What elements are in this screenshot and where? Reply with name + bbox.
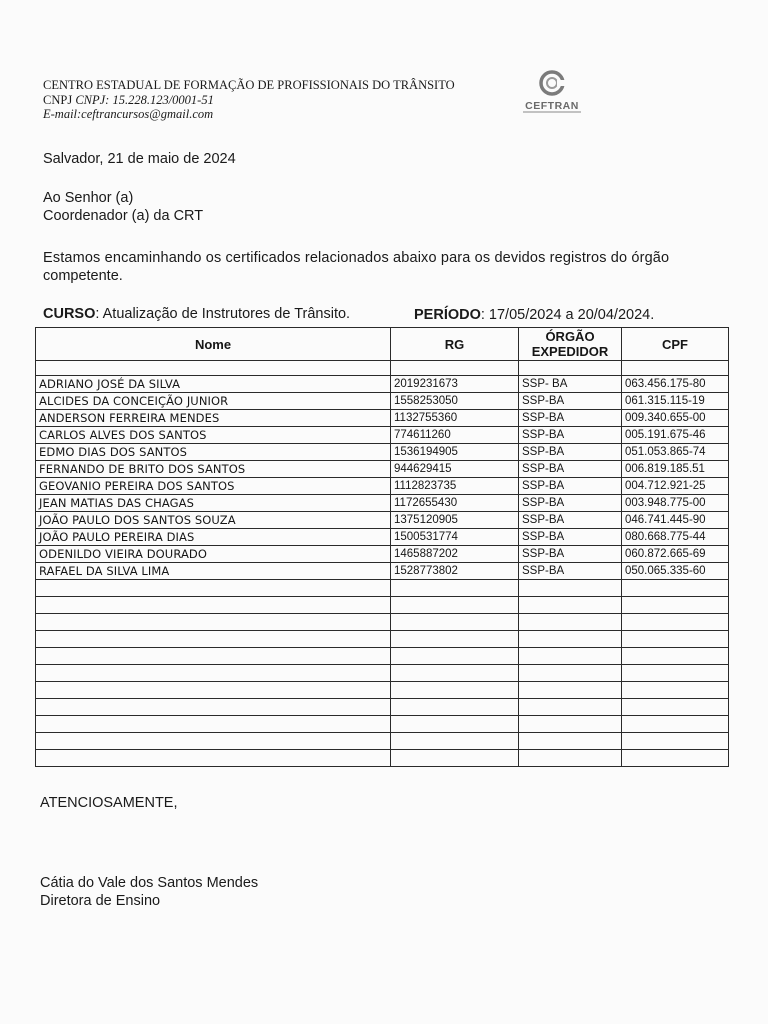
table-row-empty [36,631,729,648]
cell-rg: 1132755360 [391,410,519,427]
cell-name: FERNANDO DE BRITO DOS SANTOS [36,461,391,478]
table-row-empty [36,614,729,631]
cell-empty [36,699,391,716]
cell-empty [622,733,729,750]
cell-org: SSP-BA [519,410,622,427]
table-header-row [36,328,729,361]
letterhead [43,78,455,122]
cell-empty [391,699,519,716]
cell-empty [519,716,622,733]
table-row [36,427,729,444]
cell-name: CARLOS ALVES DOS SANTOS [36,427,391,444]
cell-empty [36,716,391,733]
cell-cpf: 051.053.865-74 [622,444,729,461]
cell-empty [622,580,729,597]
cell-empty [622,614,729,631]
date-line: Salvador, 21 de maio de 2024 [43,151,236,167]
table-row-empty [36,597,729,614]
cell-empty [36,648,391,665]
cell-cpf: 005.191.675-46 [622,427,729,444]
cnpj-prefix: CNPJ [43,92,73,107]
cell-empty [391,597,519,614]
cell-org: SSP-BA [519,478,622,495]
table-row [36,563,729,580]
cell-cpf: 046.741.445-90 [622,512,729,529]
cell-org: SSP-BA [519,444,622,461]
cell-empty [622,597,729,614]
cell-empty [622,750,729,767]
cell-empty [36,682,391,699]
table-row [36,512,729,529]
cell-rg: 944629415 [391,461,519,478]
salutation-line-1: Ao Senhor (a) [43,190,134,206]
table-row [36,478,729,495]
table-row [36,529,729,546]
course-value: : Atualização de Instrutores de Trânsito. [95,306,351,322]
cell-rg: 1465887202 [391,546,519,563]
table-row-empty [36,750,729,767]
body-line-2: competente. [43,268,123,284]
cell-empty [391,682,519,699]
body-line-1: Estamos encaminhando os certificados relacionados abaixo para os devidos registros do órgão [43,250,670,266]
cell-empty [36,733,391,750]
table-row [36,393,729,410]
cell-name: ALCIDES DA CONCEIÇÃO JUNIOR [36,393,391,410]
cell-empty [519,597,622,614]
cell-empty [36,665,391,682]
cell-empty [622,648,729,665]
cell-org: SSP-BA [519,495,622,512]
closing-line: ATENCIOSAMENTE, [40,795,178,811]
logo-wordmark: CEFTRAN [525,100,579,112]
cell-rg: 1112823735 [391,478,519,495]
cell-empty [391,614,519,631]
cell-empty [519,733,622,750]
table-row [36,444,729,461]
cell-cpf: 004.712.921-25 [622,478,729,495]
table-row-empty [36,699,729,716]
header-cpf: CPF [622,328,729,361]
header-org-line-2: EXPEDIDOR [531,344,609,359]
cell-name: JOÃO PAULO DOS SANTOS SOUZA [36,512,391,529]
cell-name: ADRIANO JOSÉ DA SILVA [36,376,391,393]
cell-empty [622,631,729,648]
cell-rg: 1558253050 [391,393,519,410]
cell-org: SSP-BA [519,461,622,478]
cell-org: SSP-BA [519,546,622,563]
cell-name: GEOVANIO PEREIRA DOS SANTOS [36,478,391,495]
cell-rg: 1500531774 [391,529,519,546]
table-row-empty [36,716,729,733]
cell-cpf: 061.315.115-19 [622,393,729,410]
course-line [43,306,733,322]
table-spacer-row [36,361,729,376]
cell-rg: 2019231673 [391,376,519,393]
cnpj-number: CNPJ: 15.228.123/0001-51 [75,92,214,107]
cell-empty [519,682,622,699]
cell-cpf: 080.668.775-44 [622,529,729,546]
cell-org: SSP-BA [519,563,622,580]
cell-cpf: 063.456.175-80 [622,376,729,393]
table-row-empty [36,648,729,665]
cell-rg: 1528773802 [391,563,519,580]
cell-org: SSP- BA [519,376,622,393]
cell-org: SSP-BA [519,393,622,410]
header-org [519,328,622,361]
period-label: PERÍODO [414,307,481,323]
period-value: : 17/05/2024 a 20/04/2024. [480,307,655,323]
table-row-empty [36,682,729,699]
course-label: CURSO [43,306,96,322]
cell-cpf: 009.340.655-00 [622,410,729,427]
cell-cpf: 050.065.335-60 [622,563,729,580]
cell-empty [391,716,519,733]
cell-empty [391,580,519,597]
cell-empty [622,665,729,682]
cell-empty [622,682,729,699]
cell-rg: 774611260 [391,427,519,444]
cell-empty [391,665,519,682]
header-name: Nome [36,328,391,361]
cell-empty [622,716,729,733]
cell-empty [519,665,622,682]
header-org-line-1: ÓRGÃO [545,329,595,344]
signer-role: Diretora de Ensino [40,893,161,909]
cell-org: SSP-BA [519,512,622,529]
cell-rg: 1375120905 [391,512,519,529]
email-line: E-mail:ceftrancursos@gmail.com [43,107,214,121]
header-rg: RG [391,328,519,361]
cell-cpf: 003.948.775-00 [622,495,729,512]
certificates-table [35,327,729,767]
cell-empty [36,750,391,767]
salutation-line-2: Coordenador (a) da CRT [43,208,204,224]
cell-org: SSP-BA [519,427,622,444]
cell-empty [519,648,622,665]
period-group [414,307,654,323]
table-body [36,376,729,767]
cell-empty [519,750,622,767]
table-row [36,461,729,478]
table-row-empty [36,733,729,750]
cell-empty [36,597,391,614]
table-row [36,546,729,563]
table-row [36,376,729,393]
institution-name: CENTRO ESTADUAL DE FORMAÇÃO DE PROFISSIONAIS DO TRÂNSITO [43,78,455,92]
cell-empty [622,699,729,716]
cell-empty [519,614,622,631]
cell-name: RAFAEL DA SILVA LIMA [36,563,391,580]
table-row [36,495,729,512]
cell-name: EDMO DIAS DOS SANTOS [36,444,391,461]
cell-org: SSP-BA [519,529,622,546]
cell-empty [391,733,519,750]
cell-name: JOÃO PAULO PEREIRA DIAS [36,529,391,546]
cell-empty [391,631,519,648]
cell-empty [519,580,622,597]
ceftran-logo [519,70,585,116]
cell-empty [36,631,391,648]
cell-rg: 1172655430 [391,495,519,512]
cell-cpf: 060.872.665-69 [622,546,729,563]
cell-empty [36,614,391,631]
cell-empty [519,631,622,648]
table-row [36,410,729,427]
signer-name: Cátia do Vale dos Santos Mendes [40,875,259,891]
cell-cpf: 006.819.185.51 [622,461,729,478]
cell-empty [36,580,391,597]
cell-name: ODENILDO VIEIRA DOURADO [36,546,391,563]
cell-rg: 1536194905 [391,444,519,461]
cell-name: ANDERSON FERREIRA MENDES [36,410,391,427]
cell-empty [391,750,519,767]
cnpj-line [43,93,455,108]
cell-empty [519,699,622,716]
table-row-empty [36,665,729,682]
table-row-empty [36,580,729,597]
cell-empty [391,648,519,665]
cell-name: JEAN MATIAS DAS CHAGAS [36,495,391,512]
